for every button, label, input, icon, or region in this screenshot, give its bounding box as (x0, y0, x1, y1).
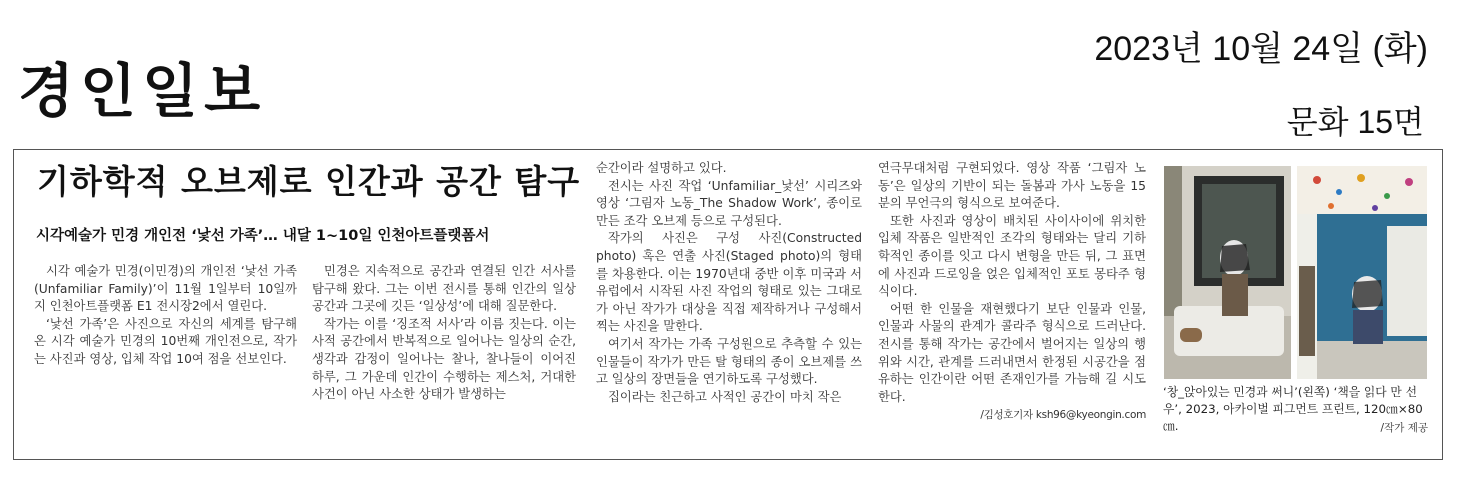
photo-right (1297, 166, 1427, 379)
article-subhead: 시각예술가 민경 개인전 ‘낯선 가족’… 내달 1~10일 인천아트플랫폼서 (36, 228, 490, 244)
paragraph: 어떤 한 인물을 재현했다기 보단 인물과 인물, 인물과 사물의 관계가 콜라주 형식으로 드러난다. 전시를 통해 작가는 공간에서 벌어지는 일상의 행위와 시간, 관계를 드러내면서 한정된 시공간을 점유하는 인간이란 어떤 존재인가를 가늠해 길 시도한다. (878, 301, 1146, 404)
newspaper-masthead: 경인일보 (18, 57, 267, 125)
paragraph: 작가의 사진은 구성 사진(Constructed photo) 혹은 연출 사진(Staged photo)의 형태를 차용한다. 이는 1970년대 중반 이후 미국과 서유럽에서 시작된 사진 작업의 형태로 있는 그대로가 아닌 작가가 대상을 직접 제작하거나 구성해서 찍는 사진을 말한다. (596, 231, 862, 334)
paragraph: ‘낯선 가족’은 사진으로 자신의 세계를 탐구해 온 시각 예술가 민경의 10번째 개인전으로, 작가는 사진과 영상, 입체 작업 10여 점을 선보인다. (34, 316, 297, 366)
publication-date: 2023년 10월 24일 (화) (1094, 30, 1428, 68)
paragraph: 여기서 작가는 가족 구성원으로 추측할 수 있는 인물들이 작가가 만든 탈 형태의 종이 오브제를 쓰고 일상의 장면들을 연기하도록 구성했다. (596, 336, 862, 387)
photo-credit: /작가 제공 (1380, 422, 1428, 434)
paragraph: 민경은 지속적으로 공간과 연결된 인간 서사를 탐구해 왔다. 그는 이번 전시를 통해 인간의 일상 공간과 그곳에 깃든 ‘일상성’에 대해 질문한다. (312, 264, 576, 314)
paragraph-continued: 순간이라 설명하고 있다. (596, 161, 727, 175)
paragraph-continued: 연극무대처럼 구현되었다. 영상 작품 ‘그림자 노동’은 일상의 기반이 되는 돌봄과 가사 노동을 15분의 무언극의 형식으로 보여준다. (878, 161, 1146, 211)
paragraph: 시각 예술가 민경(이민경)의 개인전 ‘낯선 가족(Unfamiliar Family)’이 11월 1일부터 10일까지 인천아트플랫폼 E1 전시장2에서 열린다. (34, 264, 297, 314)
paragraph: 작가는 이를 ‘징조적 서사’라 이름 짓는다. 이는 사적 공간에서 반복적으로 일어나는 일상의 순간, 생각과 감정이 일어나는 찰나, 찰나들이 이어진 하루, 그 가운데 인간이 수행하는 제스처, 거대한 사건이 아닌 사소한 상태가 발생하는 (312, 316, 576, 402)
article-column-4 (878, 160, 1146, 425)
paragraph: 또한 사진과 영상이 배치된 사이사이에 위치한 입체 작품은 일반적인 조각의 형태와는 달리 기하학적인 종이를 잇고 다시 변형을 만든 뒤, 그 표면에 사진과 드로잉을 얹은 입체적인 포토 몽타주 형식이다. (878, 213, 1146, 299)
article-column-1 (34, 263, 297, 369)
article-column-3 (596, 160, 862, 406)
byline: /김성호기자 ksh96@kyeongin.com (980, 409, 1146, 422)
article-column-2 (312, 263, 576, 404)
article-headline: 기하학적 오브제로 인간과 공간 탐구 (37, 162, 581, 201)
photo-caption: ‘창_앉아있는 민경과 써니’(왼쪽) ‘책을 읽다 만 선우’, 2023, 아카이벌 피그먼트 프린트, 120㎝×80㎝. (1163, 385, 1423, 433)
section-page: 문화 15면 (1286, 104, 1424, 140)
paragraph: 전시는 사진 작업 ‘Unfamiliar_낯선’ 시리즈와 영상 ‘그림자 노동_The Shadow Work’, 종이로 만든 조각 오브제 등으로 구성된다. (596, 178, 862, 228)
paragraph: 집이라는 친근하고 사적인 공간이 마치 작은 (608, 389, 842, 404)
photo-left (1164, 166, 1291, 379)
